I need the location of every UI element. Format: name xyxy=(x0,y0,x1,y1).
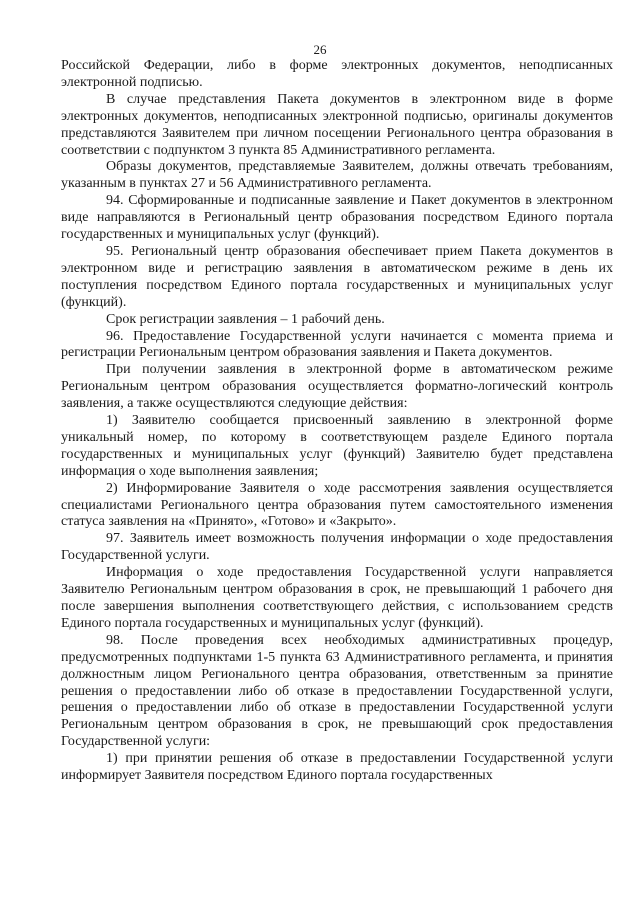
paragraph: Информация о ходе предоставления Государственной услуги направляется Заявителю Региональным центром образования в срок, не превышающий 1 рабочего дня после завершения выполнения соответствующего действия, с использованием средств Единого портала государственных и муниципальных услуг (функций). xyxy=(61,565,613,631)
paragraph: 95. Региональный центр образования обеспечивает прием Пакета документов в электронном виде и регистрацию заявления в автоматическом режиме в день их поступления посредством Единого портала государственных и муниципальных услуг (функций). xyxy=(61,243,613,310)
paragraph: Срок регистрации заявления – 1 рабочий день. xyxy=(106,311,385,327)
list-item: 1) при принятии решения об отказе в предоставлении Государственной услуги информирует Заявителя посредством Единого портала государственных xyxy=(61,751,613,784)
paragraph: 98. После проведения всех необходимых административных процедур, предусмотренных подпунктами 1-5 пункта 63 Административного регламента, и принятия должностным лицом Регионального центра образования, ответственным за принятие решения о предоставлении либо об отказе в предоставлении Государственной услуги, решения о предоставлении либо об отказе в предоставлении Государственной услуги Региональным центром образования в срок, не превышающий срок предоставления Государственной услуги: xyxy=(61,632,613,750)
list-item: 1) Заявителю сообщается присвоенный заявлению в электронной форме уникальный номер, по которому в соответствующем разделе Единого портала государственных и муниципальных услуг (функций) Заявителю будет представлена информация о ходе выполнения заявления; xyxy=(61,413,613,479)
paragraph: Российской Федерации, либо в форме электронных документов, неподписанных электронной подписью. xyxy=(61,58,613,90)
list-item: 2) Информирование Заявителя о ходе рассмотрения заявления осуществляется специалистами Регионального центра образования путем самостоятельного изменения статуса заявления на «Принято», «Готово» и «Закрыто». xyxy=(61,480,613,530)
page-number: 26 xyxy=(313,42,327,57)
paragraph: 94. Сформированные и подписанные заявление и Пакет документов в электронном виде направляются в Региональный центр образования посредством Единого портала государственных и муниципальных услуг (функций). xyxy=(61,193,613,243)
paragraph: 97. Заявитель имеет возможность получения информации о ходе предоставления Государственной услуги. xyxy=(61,531,613,564)
paragraph: В случае представления Пакета документов в электронном виде в форме электронных документов, неподписанных электронной подписью, оригиналы документов представляются Заявителем при личном посещении Регионального центра образования в соответствии с подпунктом 3 пункта 85 Административного регламента. xyxy=(61,91,613,158)
paragraph: 96. Предоставление Государственной услуги начинается с момента приема и регистрации Региональным центром образования заявления и Пакета документов. xyxy=(61,328,613,361)
paragraph: Образы документов, представляемые Заявителем, должны отвечать требованиям, указанным в пунктах 27 и 56 Административного регламента. xyxy=(61,159,613,192)
paragraph: При получении заявления в электронной форме в автоматическом режиме Региональным центром образования осуществляется форматно-логический контроль заявления, а также осуществляются следующие действия: xyxy=(61,362,613,412)
document-body xyxy=(61,58,613,785)
